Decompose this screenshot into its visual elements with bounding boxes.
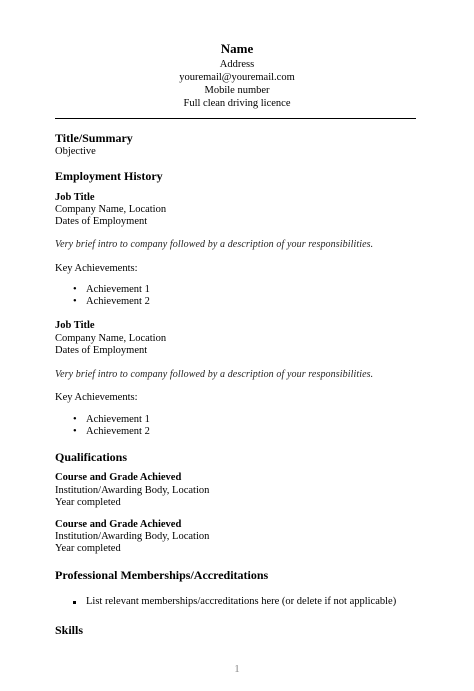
course-title: Course and Grade Achieved <box>55 519 182 530</box>
job-company: Company Name, Location <box>55 204 167 215</box>
job-dates: Dates of Employment <box>55 216 148 227</box>
candidate-name: Name <box>220 41 254 56</box>
summary-text: Objective <box>55 146 96 157</box>
year-completed: Year completed <box>55 543 121 554</box>
key-achievements-label: Key Achievements: <box>55 392 138 403</box>
membership-item: List relevant memberships/accreditations here (or delete if not applicable) <box>86 596 397 607</box>
bullet-icon: • <box>73 296 77 307</box>
achievement-item: Achievement 1 <box>86 284 150 295</box>
achievement-item: Achievement 1 <box>86 414 150 425</box>
page-number: 1 <box>234 663 240 675</box>
memberships-heading: Professional Memberships/Accreditations <box>55 568 269 582</box>
employment-heading: Employment History <box>55 169 163 183</box>
skills-heading: Skills <box>55 623 84 637</box>
licence-line: Full clean driving licence <box>183 98 291 109</box>
year-completed: Year completed <box>55 497 121 508</box>
square-bullet-icon <box>73 601 76 604</box>
summary-heading: Title/Summary <box>55 131 133 145</box>
job-intro: Very brief intro to company followed by a description of your responsibilities. <box>55 369 374 380</box>
qualifications-heading: Qualifications <box>55 450 128 464</box>
achievement-item: Achievement 2 <box>86 426 150 437</box>
email-line: youremail@youremail.com <box>179 72 295 83</box>
mobile-line: Mobile number <box>204 85 270 96</box>
address-line: Address <box>219 59 255 70</box>
course-title: Course and Grade Achieved <box>55 472 182 483</box>
institution: Institution/Awarding Body, Location <box>55 531 210 542</box>
bullet-icon: • <box>73 426 77 437</box>
header-divider <box>55 118 416 119</box>
job-title: Job Title <box>55 192 95 203</box>
bullet-icon: • <box>73 284 77 295</box>
key-achievements-label: Key Achievements: <box>55 263 138 274</box>
job-company: Company Name, Location <box>55 333 167 344</box>
institution: Institution/Awarding Body, Location <box>55 485 210 496</box>
bullet-icon: • <box>73 414 77 425</box>
job-dates: Dates of Employment <box>55 345 148 356</box>
achievement-item: Achievement 2 <box>86 296 150 307</box>
job-title: Job Title <box>55 320 95 331</box>
job-intro: Very brief intro to company followed by a description of your responsibilities. <box>55 239 374 250</box>
